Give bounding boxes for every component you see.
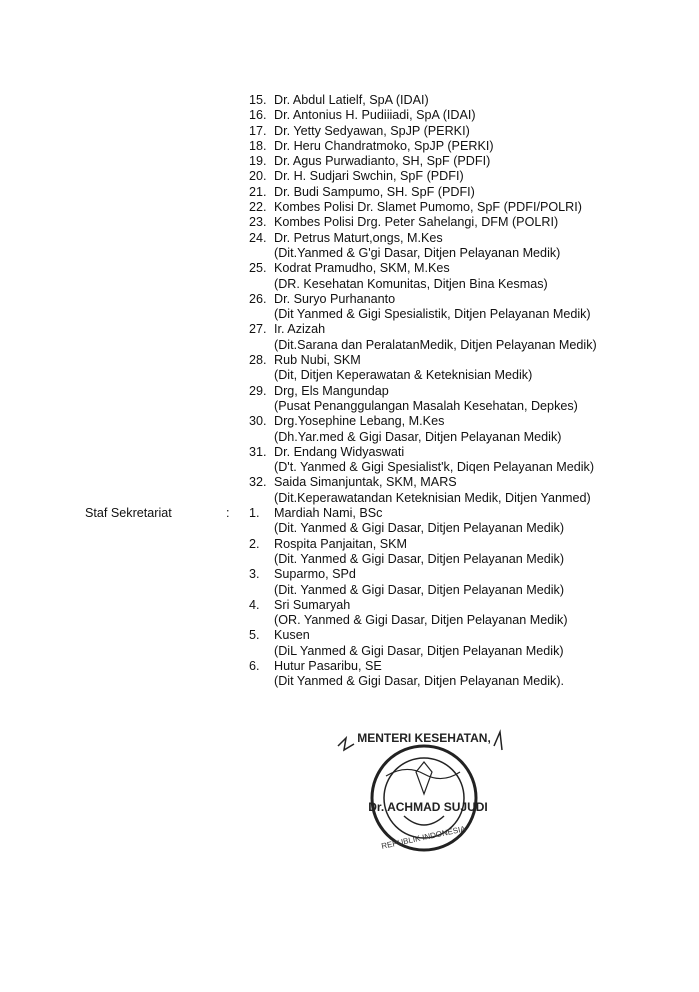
member-number: 22.	[249, 200, 267, 215]
stamp-ring-text: REPUBLIK INDONESIA	[380, 824, 467, 851]
member-affiliation: (Pusat Penanggulangan Masalah Kesehatan, Depkes)	[274, 398, 578, 413]
member-number: 25.	[249, 261, 267, 276]
member-entry	[0, 215, 699, 230]
member-name: Rub Nubi, SKM	[274, 353, 361, 368]
member-entry	[0, 200, 699, 215]
member-affiliation: (D't. Yanmed & Gigi Spesialist'k, Diqen Pelayanan Medik)	[274, 460, 595, 475]
member-entry	[0, 353, 699, 368]
member-number: 26.	[249, 291, 267, 306]
member-name: Dr. Antonius H. Pudiiiadi, SpA (IDAI)	[274, 108, 476, 123]
staf-affiliation-line	[0, 521, 699, 536]
member-number: 21.	[249, 184, 267, 199]
member-number: 30.	[249, 414, 267, 429]
member-affiliation: (DR. Kesehatan Komunitas, Ditjen Bina Kesmas)	[274, 276, 548, 291]
member-list	[0, 93, 699, 690]
staf-affiliation: (Dit. Yanmed & Gigi Dasar, Ditjen Pelayanan Medik)	[274, 551, 565, 566]
staf-number: 5.	[249, 628, 260, 643]
member-entry	[0, 185, 699, 200]
member-affiliation-line	[0, 368, 699, 383]
staf-name: Sri Sumaryah	[274, 597, 351, 612]
staf-name: Mardiah Nami, BSc	[274, 506, 383, 521]
member-number: 16.	[249, 108, 267, 123]
member-affiliation-line	[0, 246, 699, 261]
member-number: 19.	[249, 154, 267, 169]
staf-affiliation: (DiL Yanmed & Gigi Dasar, Ditjen Pelayanan Medik)	[274, 643, 564, 658]
staf-colon: :	[226, 506, 230, 521]
member-number: 27.	[249, 322, 267, 337]
staf-entry	[0, 598, 699, 613]
staf-number: 1.	[249, 506, 260, 521]
member-name: Kodrat Pramudho, SKM, M.Kes	[274, 261, 450, 276]
staf-affiliation-line	[0, 552, 699, 567]
member-name: Kombes Polisi Dr. Slamet Pumomo, SpF (PDFI/POLRI)	[274, 200, 582, 215]
staf-number: 6.	[249, 658, 260, 673]
staf-name: Suparmo, SPd	[274, 567, 356, 582]
member-entry	[0, 231, 699, 246]
staf-entry	[0, 567, 699, 582]
member-entry	[0, 414, 699, 429]
member-number: 20.	[249, 169, 267, 184]
member-affiliation: (Dh.Yar.med & Gigi Dasar, Ditjen Pelayanan Medik)	[274, 429, 562, 444]
member-entry	[0, 108, 699, 123]
staf-affiliation-line	[0, 644, 699, 659]
member-entry	[0, 292, 699, 307]
minister-stamp-signature	[324, 716, 524, 866]
member-entry	[0, 475, 699, 490]
member-number: 31.	[249, 444, 267, 459]
member-affiliation-line	[0, 460, 699, 475]
staf-affiliation: (Dit. Yanmed & Gigi Dasar, Ditjen Pelayanan Medik)	[274, 521, 565, 536]
member-number: 29.	[249, 383, 267, 398]
member-name: Drg, Els Mangundap	[274, 383, 389, 398]
member-name: Dr. Petrus Maturt,ongs, M.Kes	[274, 230, 443, 245]
staf-number: 2.	[249, 536, 260, 551]
member-name: Drg.Yosephine Lebang, M.Kes	[274, 414, 445, 429]
staf-number: 4.	[249, 597, 260, 612]
stamp-title: MENTERI KESEHATAN,	[357, 731, 491, 745]
stamp-signer: Dr. ACHMAD SUJUDI	[368, 800, 488, 814]
member-entry	[0, 169, 699, 184]
member-name: Dr. Abdul Latielf, SpA (IDAI)	[274, 93, 429, 107]
member-name: Dr. Suryo Purhananto	[274, 291, 396, 306]
member-name: Dr. Endang Widyaswati	[274, 444, 405, 459]
member-entry	[0, 154, 699, 169]
member-affiliation: (Dit, Ditjen Keperawatan & Keteknisian Medik)	[274, 368, 533, 383]
member-affiliation: (Dit.Yanmed & G'gi Dasar, Ditjen Pelayanan Medik)	[274, 245, 561, 260]
member-entry	[0, 139, 699, 154]
member-affiliation-line	[0, 307, 699, 322]
member-affiliation-line	[0, 277, 699, 292]
member-entry	[0, 261, 699, 276]
member-number: 17.	[249, 123, 267, 138]
member-entry	[0, 445, 699, 460]
member-name: Dr. Budi Sampumo, SH. SpF (PDFI)	[274, 184, 475, 199]
staf-affiliation-line	[0, 583, 699, 598]
member-entry	[0, 93, 699, 108]
member-number: 24.	[249, 230, 267, 245]
staf-name: Kusen	[274, 628, 310, 643]
staf-affiliation: (Dit Yanmed & Gigi Dasar, Ditjen Pelayanan Medik).	[274, 674, 565, 689]
staf-name: Rospita Panjaitan, SKM	[274, 536, 408, 551]
member-affiliation: (Dit.Keperawatandan Keteknisian Medik, Ditjen Yanmed)	[274, 490, 591, 505]
staf-sekretariat-label: Staf Sekretariat	[85, 506, 172, 521]
member-name: Dr. Yetty Sedyawan, SpJP (PERKI)	[274, 123, 470, 138]
staf-affiliation: (OR. Yanmed & Gigi Dasar, Ditjen Pelayanan Medik)	[274, 613, 568, 628]
member-number: 23.	[249, 215, 267, 230]
staf-entry	[0, 659, 699, 674]
member-entry	[0, 124, 699, 139]
staf-name: Hutur Pasaribu, SE	[274, 658, 382, 673]
staf-entry	[0, 537, 699, 552]
staf-entry	[0, 506, 699, 521]
member-affiliation-line	[0, 430, 699, 445]
member-affiliation-line	[0, 399, 699, 414]
member-name: Dr. Agus Purwadianto, SH, SpF (PDFI)	[274, 154, 491, 169]
member-number: 32.	[249, 475, 267, 490]
staf-affiliation-line	[0, 674, 699, 689]
staf-entry	[0, 628, 699, 643]
member-number: 15.	[249, 93, 267, 107]
member-name: Kombes Polisi Drg. Peter Sahelangi, DFM (POLRI)	[274, 215, 559, 230]
member-name: Dr. Heru Chandratmoko, SpJP (PERKI)	[274, 138, 494, 153]
member-name: Ir. Azizah	[274, 322, 326, 337]
member-name: Saida Simanjuntak, SKM, MARS	[274, 475, 457, 490]
member-entry	[0, 384, 699, 399]
staf-number: 3.	[249, 567, 260, 582]
member-affiliation: (Dit Yanmed & Gigi Spesialistik, Ditjen Pelayanan Medik)	[274, 307, 591, 322]
member-name: Dr. H. Sudjari Swchin, SpF (PDFI)	[274, 169, 464, 184]
member-affiliation-line	[0, 491, 699, 506]
member-entry	[0, 322, 699, 337]
member-affiliation-line	[0, 338, 699, 353]
member-affiliation: (Dit.Sarana dan PeralatanMedik, Ditjen Pelayanan Medik)	[274, 337, 597, 352]
staf-affiliation-line	[0, 613, 699, 628]
member-number: 18.	[249, 138, 267, 153]
member-number: 28.	[249, 353, 267, 368]
staf-affiliation: (Dit. Yanmed & Gigi Dasar, Ditjen Pelayanan Medik)	[274, 582, 565, 597]
